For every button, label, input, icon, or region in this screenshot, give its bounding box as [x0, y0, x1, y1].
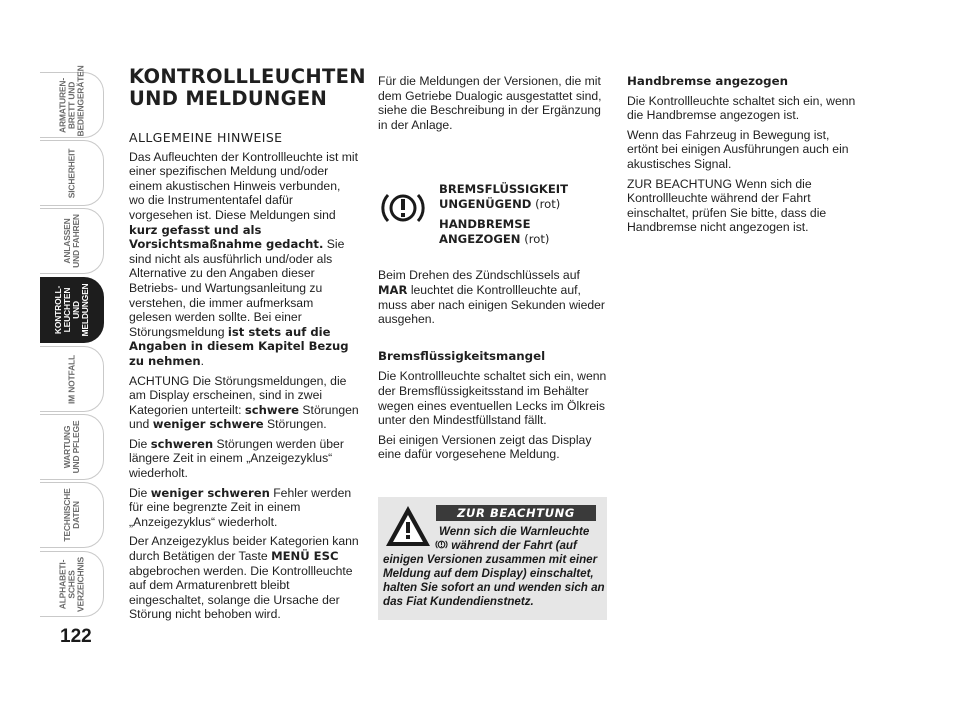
- paragraph: Beim Drehen des Zündschlüssels auf MAR leuchtet die Kontrollleuchte auf, muss aber nach einigen Sekunden wieder ausgehen.: [378, 268, 605, 327]
- tab-label: ALPHABETI- SCHES VERZEICHNIS: [57, 556, 85, 612]
- paragraph: Der Anzeigezyklus beider Kategorien kann durch Betätigen der Taste MENÜ ESC abgebrochen werden. Die Kontrollleuchte auf dem Armaturenbrett bleibt eingeschaltet, solange die Ursache der Störung nicht behoben wird.: [129, 534, 359, 622]
- tab-im-notfall[interactable]: [40, 346, 104, 412]
- brake-warning-icon: [380, 188, 426, 228]
- warning-lamp-block: [378, 178, 608, 268]
- tab-armaturenbrett[interactable]: [40, 64, 104, 138]
- tab-technische-daten[interactable]: [40, 482, 104, 548]
- note-banner: ZUR BEACHTUNG: [436, 505, 596, 521]
- brake-warning-icon: [435, 539, 448, 550]
- lamp-title-handbrake: HANDBREMSE ANGEZOGEN (rot): [439, 217, 550, 247]
- tab-label: IM NOTFALL: [66, 354, 76, 404]
- paragraph: Das Aufleuchten der Kontrollleuchte ist mit einer spezifischen Meldung und/oder einem akustischen Hinweis verbunden, wo die Instrumententafel dafür vorgesehen ist. Diese Meldungen sind kurz gefasst und als Vorsichtsmaßnahme gedacht. Sie sind nicht als ausführlich und/oder als Alternative zu den Angaben dieser Betriebs- und Wartungsanleitung zu verstehen, die immer aufmerksam gelesen werden sollte. Bei einer Störungsmeldung ist stets auf die Angaben in diesem Kapitel Bezug zu nehmen.: [129, 149, 358, 368]
- paragraph: Die weniger schweren Fehler werden für eine begrenzte Zeit in einem „Anzeigezyklus“ wiederholt.: [129, 485, 352, 529]
- intro-paragraph: Für die Meldungen der Versionen, die mit dem Getriebe Dualogic ausgestattet sind, siehe die Beschreibung in der Ergänzung in der Anlage.: [378, 74, 602, 132]
- paragraph: Wenn das Fahrzeug in Bewegung ist, ertönt bei einigen Ausführungen auch ein akustisches Signal.: [627, 127, 849, 171]
- tab-anlassen[interactable]: [40, 208, 104, 274]
- paragraph: Die Kontrollleuchte schaltet sich ein, wenn die Handbremse angezogen ist.: [627, 93, 856, 123]
- tab-wartung[interactable]: [40, 414, 104, 480]
- tab-label: ARMATUREN- BRETT UND BEDIENGERÄTEN: [57, 64, 85, 136]
- tab-kontrollleuchten[interactable]: [40, 277, 104, 343]
- paragraph: ACHTUNG Die Störungsmeldungen, die am Display erscheinen, sind in zwei Kategorien unterteilt: schwere Störungen und weniger schwere Störungen.: [129, 373, 359, 432]
- column-1: [129, 65, 366, 627]
- tab-label: KONTROLL- LEUCHTEN UND MELDUNGEN: [52, 283, 90, 337]
- tab-label: WARTUNG UND PFLEGE: [61, 420, 81, 474]
- page-number: 122: [60, 626, 92, 647]
- title-line-2: UND MELDUNGEN: [129, 87, 328, 110]
- column-2: [378, 74, 608, 467]
- title-line-1: KONTROLLLEUCHTEN: [129, 65, 366, 88]
- column-3: [627, 74, 857, 240]
- section-heading: ALLGEMEINE HINWEISE: [129, 130, 283, 145]
- tab-verzeichnis[interactable]: [40, 551, 104, 617]
- page-title: [129, 65, 366, 110]
- note-text: Wenn sich die Warnleuchte während der Fahrt (auf einigen Versionen zusammen mit einer Meldung auf dem Display) einschaltet, halten Sie sofort an und wenden sich an das Fiat Kundendienstnetz.: [383, 525, 605, 608]
- warning-note-box: [378, 497, 607, 620]
- tab-sicherheit[interactable]: [40, 140, 104, 206]
- subheading: Bremsflüssigkeitsmangel: [378, 348, 546, 363]
- paragraph: ZUR BEACHTUNG Wenn sich die Kontrollleuchte während der Fahrt einschaltet, prüfen Sie bitte, dass die Handbremse nicht angezogen ist.: [627, 176, 827, 235]
- paragraph: Die schweren Störungen werden über längere Zeit in einem „Anzeigezyklus“ wiederholt.: [129, 436, 344, 481]
- subheading: Handbremse angezogen: [627, 74, 788, 88]
- tab-label: SICHERHEIT: [66, 148, 76, 198]
- lamp-titles: [439, 182, 608, 252]
- tab-label: TECHNISCHE DATEN: [61, 488, 81, 542]
- tab-label: ANLASSEN UND FAHREN: [61, 214, 81, 268]
- lamp-title-brake-fluid: BREMSFLÜSSIGKEIT UNGENÜGEND (rot): [439, 182, 569, 212]
- paragraph: Die Kontrollleuchte schaltet sich ein, wenn der Bremsflüssigkeitsstand im Behälter wegen eines eventuellen Lecks im Ölkreis unter den Mindestfüllstand fällt.: [378, 369, 607, 428]
- paragraph: Bei einigen Versionen zeigt das Display eine dafür vorgesehene Meldung.: [378, 432, 592, 462]
